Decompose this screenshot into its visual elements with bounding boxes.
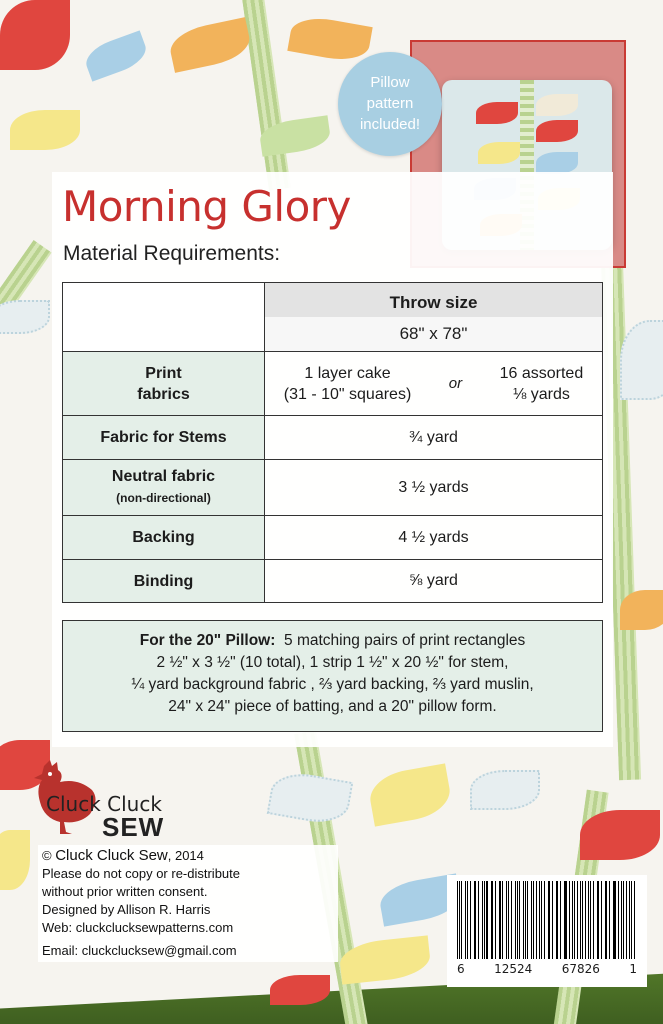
copyright-block	[38, 845, 338, 962]
barcode-bar	[580, 881, 581, 959]
row-label-sub: (non-directional)	[116, 491, 211, 505]
table-row	[63, 352, 603, 416]
barcode-bar	[519, 881, 520, 959]
table-header-row	[63, 283, 603, 352]
barcode-bar	[457, 881, 458, 959]
table-row	[63, 560, 603, 603]
barcode-bar	[465, 881, 466, 959]
logo-line: Cluck Cluck	[46, 792, 162, 816]
row-value: 4 ½ yards	[265, 516, 603, 560]
barcode-bar	[482, 881, 483, 959]
brand-logo	[30, 752, 180, 840]
row-label-line: fabrics	[137, 385, 190, 403]
barcode-bar	[541, 881, 542, 959]
barcode-bar	[511, 881, 512, 959]
row-label: Binding	[63, 560, 265, 603]
badge-line: Pillow	[370, 74, 410, 91]
web-link[interactable]: Web: cluckclucksewpatterns.com	[42, 920, 234, 935]
notice-line: without prior written consent.	[42, 884, 208, 899]
badge-line: pattern	[366, 95, 414, 112]
barcode	[447, 875, 647, 987]
designer-line: Designed by Allison R. Harris	[42, 902, 211, 917]
table-row	[63, 460, 603, 516]
size-label: Throw size	[389, 293, 478, 312]
requirements-panel	[52, 172, 613, 747]
pillow-line: ¼ yard background fabric , ⅔ yard backing, ⅔ yard muslin,	[131, 676, 534, 693]
barcode-bar	[486, 881, 487, 959]
option-layer-cake	[284, 363, 412, 405]
row-value: ⅝ yard	[265, 560, 603, 603]
empty-header-cell	[63, 283, 265, 352]
quilt-petal	[0, 0, 70, 70]
or-text: or	[448, 375, 463, 392]
barcode-digit: 67826	[561, 962, 600, 976]
quilt-petal	[270, 975, 330, 1005]
pillow-petal	[536, 94, 578, 116]
row-label: Fabric for Stems	[63, 416, 265, 460]
brand-name: Cluck Cluck Sew	[55, 847, 168, 864]
pillow-petal	[536, 152, 578, 174]
barcode-digits	[457, 962, 637, 976]
copyright-symbol: ©	[42, 848, 52, 863]
option-text: 1 layer cake	[304, 364, 391, 382]
barcode-bar	[588, 881, 589, 959]
row-label	[63, 352, 265, 416]
notice-line: Please do not copy or re-distribute	[42, 866, 240, 881]
table-row	[63, 416, 603, 460]
barcode-bar	[506, 881, 507, 959]
size-dimensions: 68" x 78"	[265, 317, 602, 351]
option-text: 16 assorted	[499, 364, 584, 382]
row-value	[265, 352, 603, 416]
barcode-bar	[560, 881, 561, 959]
table-row	[63, 516, 603, 560]
pillow-line: 24" x 24" piece of batting, and a 20" pillow form.	[168, 698, 497, 715]
quilt-petal	[470, 770, 540, 810]
barcode-bar	[531, 881, 532, 959]
pillow-requirements	[62, 620, 603, 732]
row-label	[63, 460, 265, 516]
barcode-digit: 1	[629, 962, 637, 976]
option-text: (31 - 10" squares)	[283, 385, 412, 403]
pillow-lead: For the 20" Pillow:	[139, 632, 276, 649]
barcode-bar	[495, 881, 496, 959]
quilt-petal	[620, 590, 663, 630]
email-link[interactable]: Email: cluckclucksew@gmail.com	[42, 943, 237, 958]
barcode-bar	[502, 881, 503, 959]
pattern-title: Morning Glory	[62, 182, 351, 231]
quilt-petal	[10, 110, 80, 150]
barcode-bar	[478, 881, 479, 959]
pillow-petal	[476, 102, 518, 124]
barcode-bar	[552, 881, 553, 959]
section-subtitle: Material Requirements:	[63, 242, 281, 265]
row-value: ¾ yard	[265, 416, 603, 460]
barcode-bar	[533, 881, 534, 959]
pillow-line: 2 ½" x 3 ½" (10 total), 1 strip 1 ½" x 20 ½" for stem,	[156, 654, 509, 671]
barcode-bar	[614, 881, 615, 959]
barcode-bar	[629, 881, 630, 959]
barcode-bar	[544, 881, 545, 959]
size-header-cell	[265, 283, 603, 352]
row-value: 3 ½ yards	[265, 460, 603, 516]
option-text: ⅛ yards	[512, 385, 570, 403]
pillow-included-badge	[338, 52, 442, 156]
quilt-petal	[580, 810, 660, 860]
pillow-petal	[536, 120, 578, 142]
barcode-bar	[590, 881, 591, 959]
barcode-bars	[457, 881, 637, 959]
barcode-digit: 12524	[494, 962, 533, 976]
logo-line: SEW	[102, 812, 165, 842]
copyright-year: , 2014	[167, 848, 204, 863]
barcode-bar	[606, 881, 607, 959]
barcode-bar	[467, 881, 468, 959]
barcode-bar	[621, 881, 622, 959]
row-label: Backing	[63, 516, 265, 560]
requirements-table	[62, 282, 603, 603]
barcode-digit: 6	[457, 962, 465, 976]
barcode-bar	[565, 881, 566, 959]
pillow-petal	[478, 142, 520, 164]
barcode-bar	[598, 881, 599, 959]
pillow-line: 5 matching pairs of print rectangles	[284, 632, 526, 649]
barcode-bar	[574, 881, 575, 959]
badge-line: included!	[359, 116, 421, 133]
option-assorted	[500, 363, 584, 405]
row-label-line: Neutral fabric	[111, 468, 216, 485]
row-label-line: Print	[145, 364, 182, 382]
